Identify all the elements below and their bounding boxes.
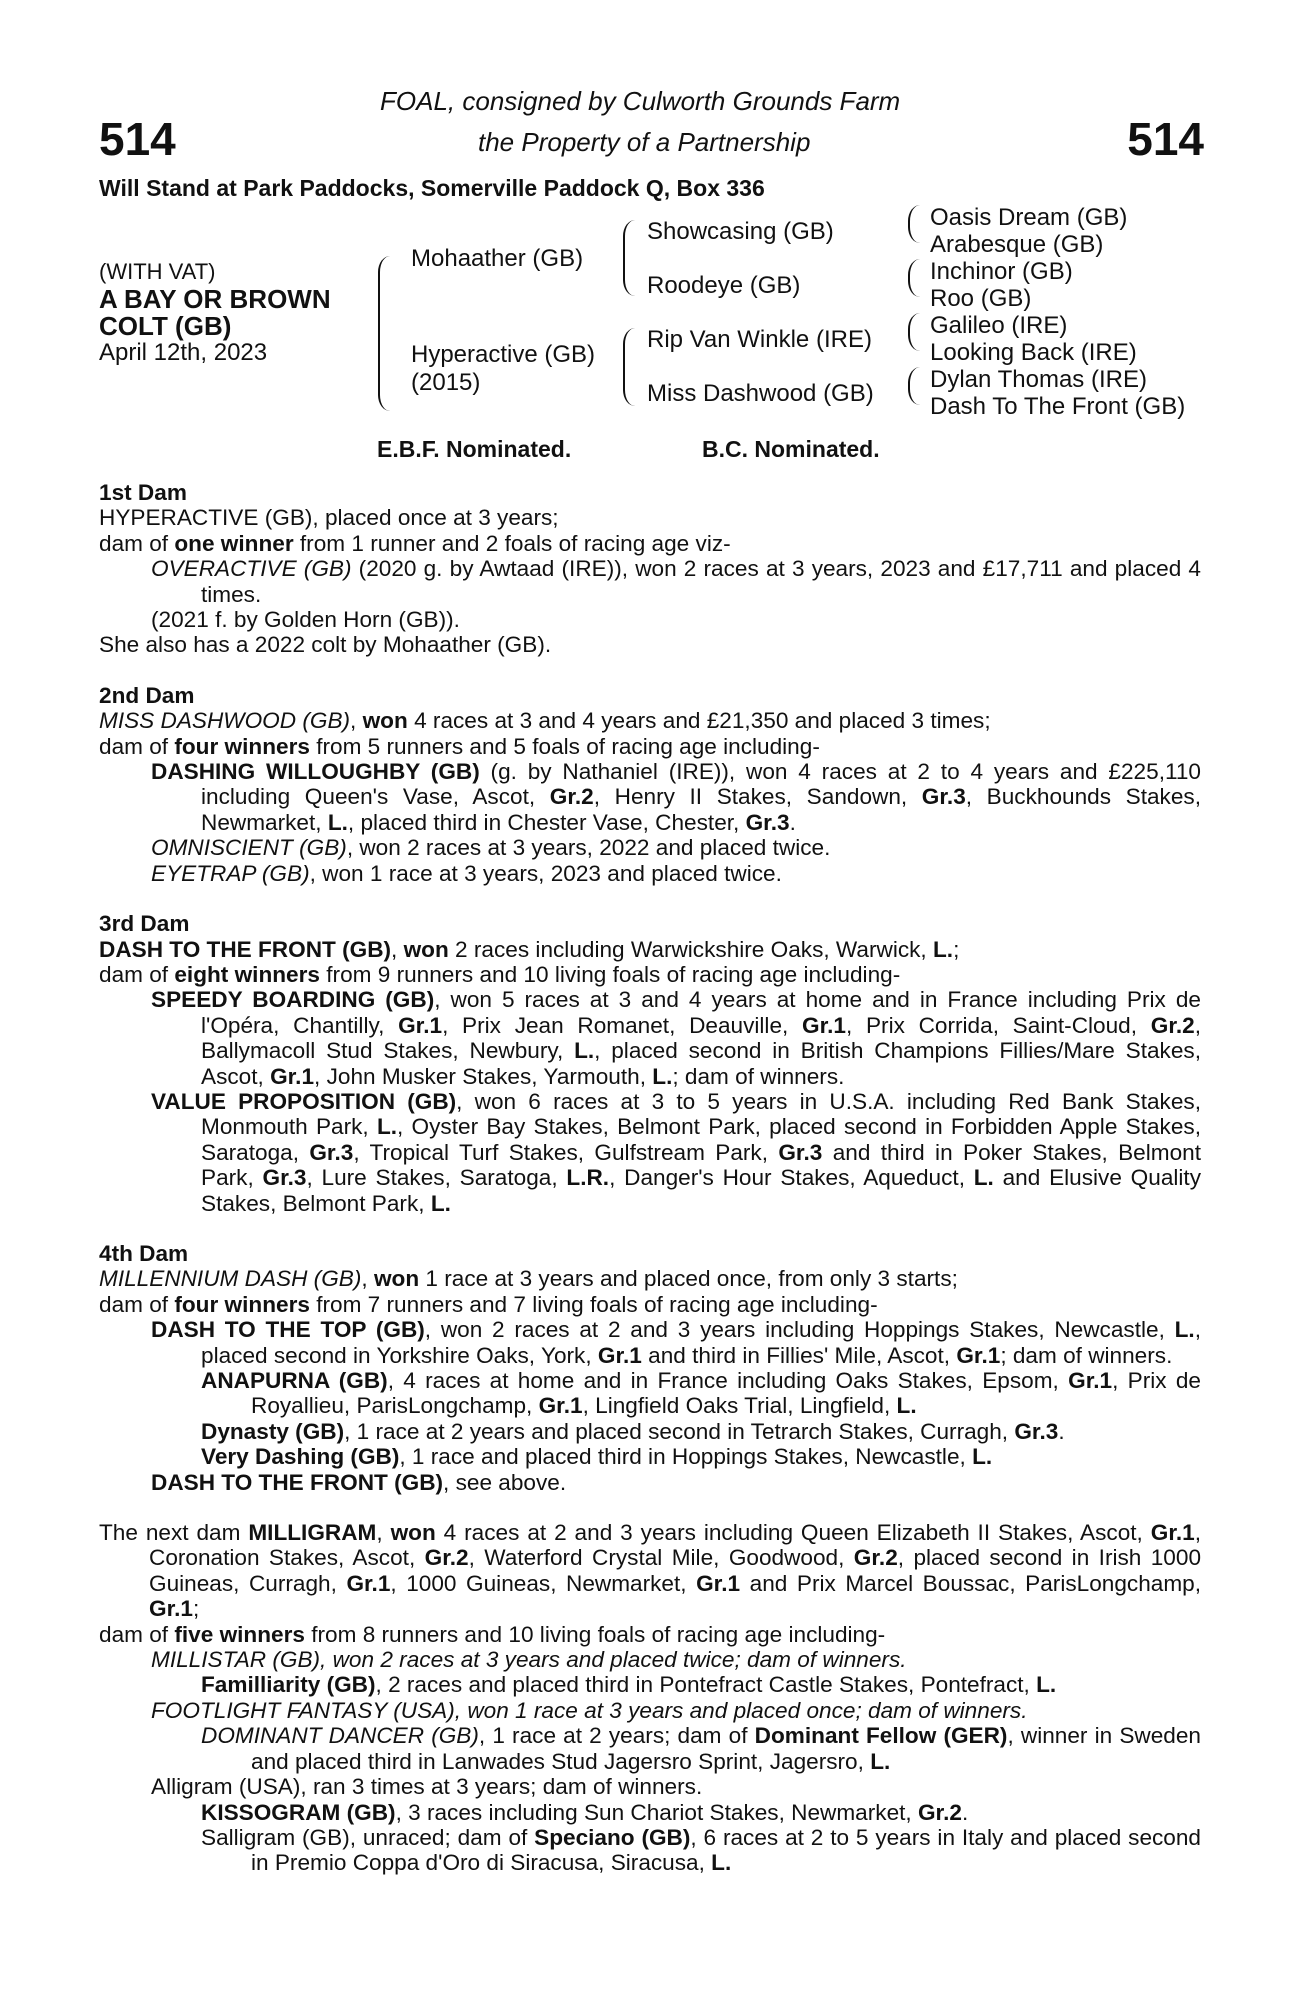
dam4-line1: MILLENNIUM DASH (GB), won 1 race at 3 years and placed once, from only 3 starts; [99, 1266, 958, 1292]
dam1-line2: dam of one winner from 1 runner and 2 foals of racing age viz- [99, 530, 731, 556]
dam-name: Hyperactive (GB) [411, 341, 596, 368]
sire-name: Mohaather (GB) [411, 245, 584, 272]
property-line: the Property of a Partnership [478, 127, 811, 157]
ebf-nomination: E.B.F. Nominated. [377, 436, 572, 462]
dam-year: (2015) [411, 369, 481, 396]
ancestor-dds: Dylan Thomas (IRE) [930, 366, 1147, 393]
dam2-line1: MISS DASHWOOD (GB), won 4 races at 3 and 4 years and £21,350 and placed 3 times; [99, 708, 991, 734]
dam2-title: 2nd Dam [99, 682, 195, 708]
pedigree-bracket-dd [908, 367, 920, 405]
ancestor-sss: Oasis Dream (GB) [930, 204, 1128, 231]
dam-dam: Miss Dashwood (GB) [647, 380, 874, 407]
dam2-produce-3: EYETRAP (GB), won 1 race at 3 years, 2023 and placed twice. [151, 860, 782, 886]
vat-label: (WITH VAT) [99, 259, 216, 284]
next-produce-3: Alligram (USA), ran 3 times at 3 years; dam of winners. [151, 1774, 703, 1800]
next-grandproduce-3: KISSOGRAM (GB), 3 races including Sun Chariot Stakes, Newmarket, Gr.2. [201, 1799, 969, 1825]
dam4-grandproduce-1: ANAPURNA (GB), 4 races at home and in France including Oaks Stakes, Epsom, Gr.1, Prix de Royallieu, ParisLongchamp, Gr.1, Lingfield Oaks Trial, Lingfield, L. [201, 1368, 1201, 1419]
pedigree-bracket-sire [623, 220, 635, 296]
ancestor-sds: Inchinor (GB) [930, 258, 1073, 285]
dam4-line2: dam of four winners from 7 runners and 7 living foals of racing age including- [99, 1291, 878, 1317]
next-dam-line1: The next dam MILLIGRAM, won 4 races at 2 and 3 years including Queen Elizabeth II Stakes, Ascot, Gr.1, Coronation Stakes, Ascot, Gr.2, Waterford Crystal Mile, Goodwood, Gr.2, placed second in Irish 1000 Guineas, Curragh, Gr.1, 1000 Guineas, Newmarket, Gr.1 and Prix Marcel Boussac, ParisLongchamp, Gr.1; [99, 1520, 1202, 1622]
sire-sire: Showcasing (GB) [647, 218, 834, 245]
next-grandproduce-1: Familliarity (GB), 2 races and placed third in Pontefract Castle Stakes, Pontefract, L. [201, 1672, 1057, 1698]
next-produce-2: FOOTLIGHT FANTASY (USA), won 1 race at 3 years and placed once; dam of winners. [151, 1697, 1028, 1723]
dam3-title: 3rd Dam [99, 911, 190, 937]
stand-location: Will Stand at Park Paddocks, Somerville Paddock Q, Box 336 [99, 175, 765, 201]
next-grandproduce-4: Salligram (GB), unraced; dam of Speciano (GB), 6 races at 2 to 5 years in Italy and placed second in Premio Coppa d'Oro di Siracusa, Siracusa, L. [201, 1824, 1202, 1876]
dam2-produce-1: DASHING WILLOUGHBY (GB) (g. by Nathaniel (IRE)), won 4 races at 2 to 4 years and £225,110 including Queen's Vase, Ascot, Gr.2, Henry II Stakes, Sandown, Gr.3, Buckhounds Stakes, Newmarket, L., placed third in Chester Vase, Chester, Gr.3. [151, 759, 1201, 835]
dam2-line2: dam of four winners from 5 runners and 5 foals of racing age including- [99, 733, 820, 759]
horse-description-1: A BAY OR BROWN [99, 284, 331, 314]
horse-description-2: COLT (GB) [99, 311, 232, 341]
dam3-line2: dam of eight winners from 9 runners and 10 living foals of racing age including- [99, 961, 901, 987]
lot-number-left: 514 [99, 113, 176, 165]
foaling-date: April 12th, 2023 [99, 339, 268, 366]
pedigree-bracket-main [378, 256, 390, 411]
ancestor-ddd: Dash To The Front (GB) [930, 393, 1186, 420]
ancestor-dss: Galileo (IRE) [930, 312, 1068, 339]
dam4-produce-2: DASH TO THE FRONT (GB), see above. [151, 1469, 567, 1495]
pedigree-bracket-dam [623, 328, 635, 406]
dam3-line1: DASH TO THE FRONT (GB), won 2 races including Warwickshire Oaks, Warwick, L.; [99, 936, 960, 962]
catalogue-body [99, 480, 1201, 1876]
ancestor-sdd: Roo (GB) [930, 285, 1032, 312]
sire-dam: Roodeye (GB) [647, 272, 801, 299]
ancestor-dsd: Looking Back (IRE) [930, 339, 1137, 366]
next-produce-1: MILLISTAR (GB), won 2 races at 3 years and placed twice; dam of winners. [151, 1647, 907, 1673]
dam4-produce-1: DASH TO THE TOP (GB), won 2 races at 2 and 3 years including Hoppings Stakes, Newcastle, L., placed second in Yorkshire Oaks, York, Gr.1 and third in Fillies' Mile, Ascot, Gr.1; dam of winners. [151, 1317, 1201, 1368]
dam4-grandproduce-2: Dynasty (GB), 1 race at 2 years and placed second in Tetrarch Stakes, Curragh, Gr.3. [201, 1418, 1065, 1444]
next-grandproduce-2: DOMINANT DANCER (GB), 1 race at 2 years; dam of Dominant Fellow (GER), winner in Sweden and placed third in Lanwades Stud Jagersro Sprint, Jagersro, L. [201, 1723, 1201, 1774]
dam4-grandproduce-3: Very Dashing (GB), 1 race and placed third in Hoppings Stakes, Newcastle, L. [201, 1444, 993, 1470]
dam1-line1: HYPERACTIVE (GB), placed once at 3 years; [99, 505, 559, 531]
dam3-produce-2: VALUE PROPOSITION (GB), won 6 races at 3 to 5 years in U.S.A. including Red Bank Stakes, Monmouth Park, L., Oyster Bay Stakes, Belmont Park, placed second in Forbidden Apple Stakes, Saratoga, Gr.3, Tropical Turf Stakes, Gulfstream Park, Gr.3 and third in Poker Stakes, Belmont Park, Gr.3, Lure Stakes, Saratoga, L.R., Danger's Hour Stakes, Aqueduct, L. and Elusive Quality Stakes, Belmont Park, L. [151, 1088, 1202, 1216]
bc-nomination: B.C. Nominated. [702, 436, 880, 462]
dam4-title: 4th Dam [99, 1240, 189, 1266]
dam-sire: Rip Van Winkle (IRE) [647, 326, 872, 353]
dam1-produce-2: (2021 f. by Golden Horn (GB)). [151, 607, 460, 633]
dam2-produce-2: OMNISCIENT (GB), won 2 races at 3 years, 2022 and placed twice. [151, 835, 831, 861]
ancestor-ssd: Arabesque (GB) [930, 231, 1104, 258]
pedigree-bracket-ds [908, 313, 920, 351]
next-dam-line2: dam of five winners from 8 runners and 10 living foals of racing age including- [99, 1621, 886, 1647]
pedigree-bracket-sd [908, 259, 920, 297]
dam1-produce-1: OVERACTIVE (GB) (2020 g. by Awtaad (IRE)), won 2 races at 3 years, 2023 and £17,711 and placed 4 times. [151, 556, 1201, 607]
pedigree-bracket-ss [908, 205, 920, 243]
consignor-line: FOAL, consigned by Culworth Grounds Farm [380, 86, 901, 116]
dam1-line3: She also has a 2022 colt by Mohaather (GB). [99, 632, 552, 658]
dam3-produce-1: SPEEDY BOARDING (GB), won 5 races at 3 and 4 years at home and in France including Prix de l'Opéra, Chantilly, Gr.1, Prix Jean Romanet, Deauville, Gr.1, Prix Corrida, Saint-Cloud, Gr.2, Ballymacoll Stud Stakes, Newbury, L., placed second in British Champions Fillies/Mare Stakes, Ascot, Gr.1, John Musker Stakes, Yarmouth, L.; dam of winners. [151, 987, 1201, 1089]
lot-number-right: 514 [1127, 113, 1204, 165]
dam1-title: 1st Dam [99, 480, 187, 505]
